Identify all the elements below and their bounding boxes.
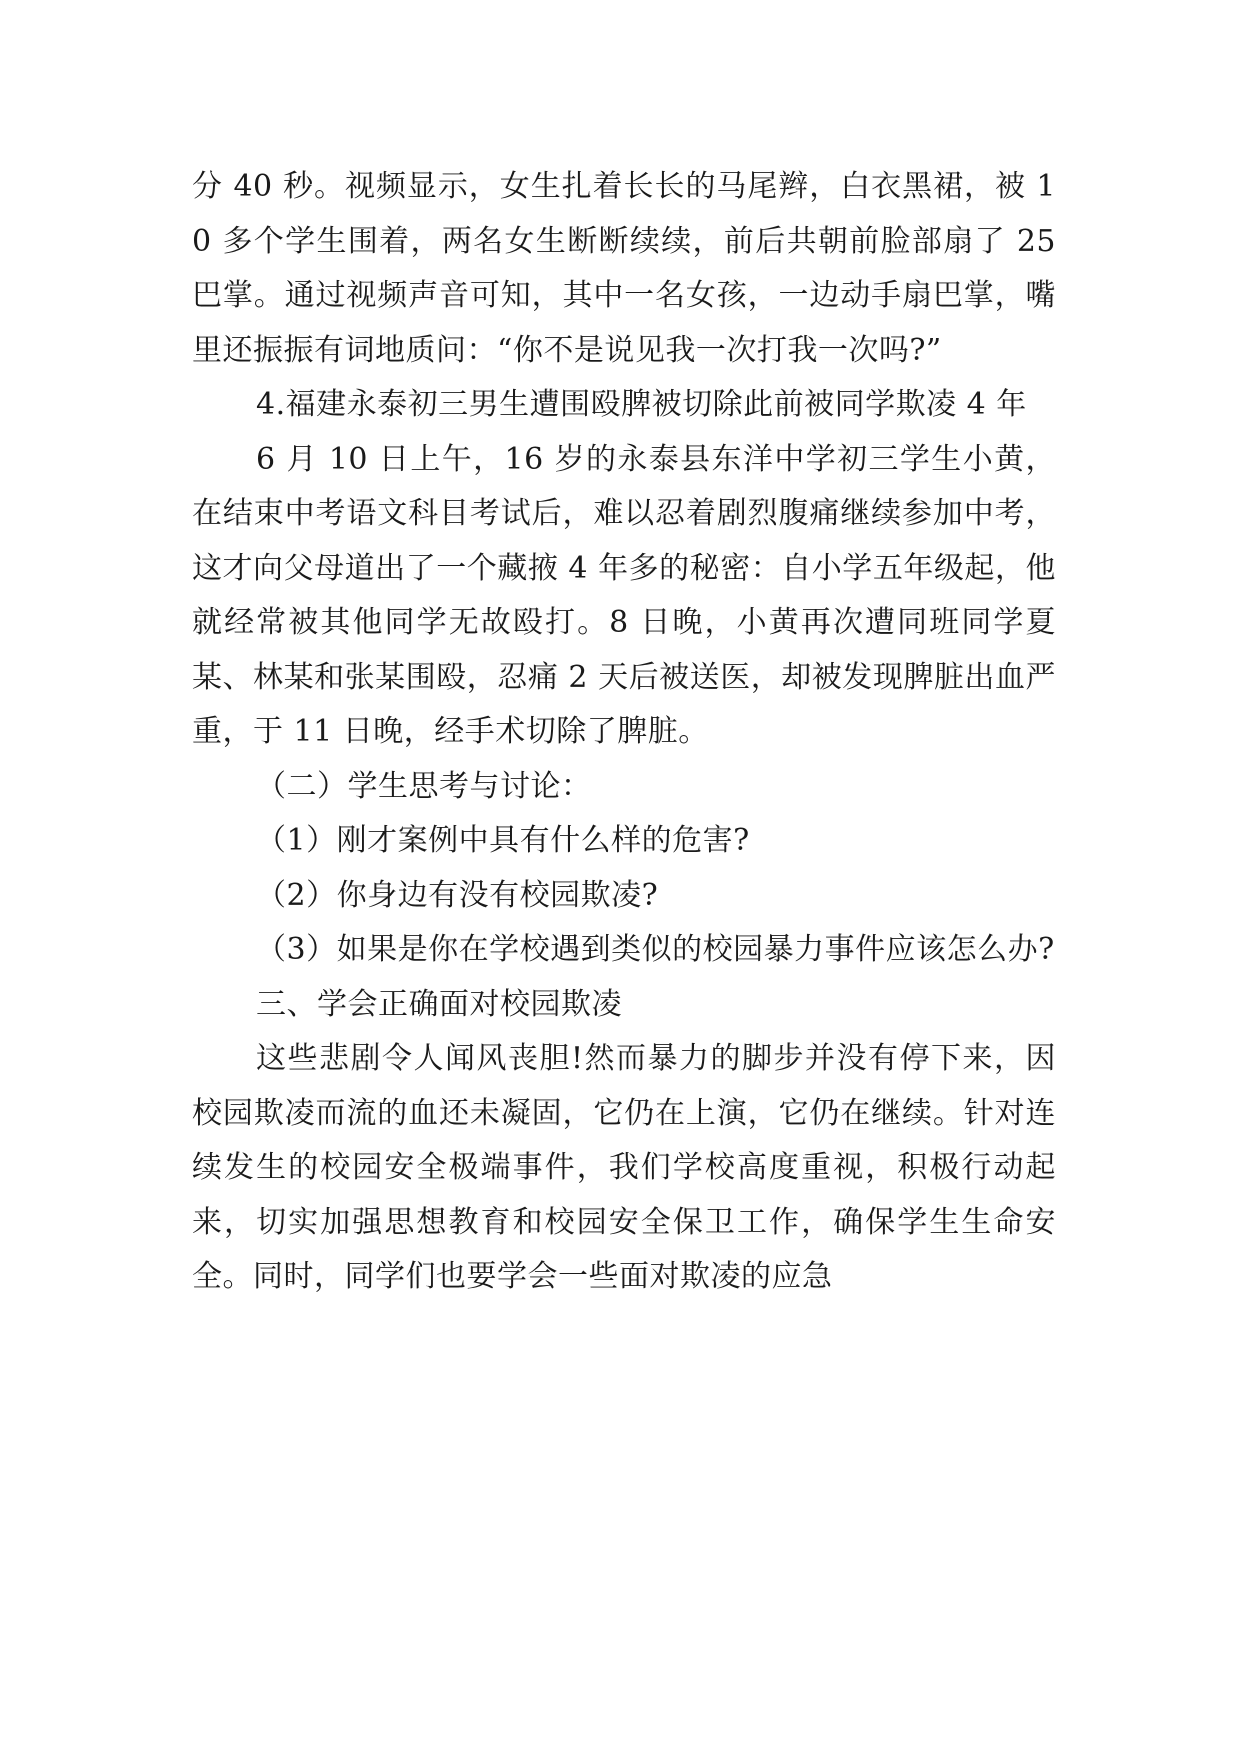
paragraph-case-fujian: 6 月 10 日上午，16 岁的永泰县东洋中学初三学生小黄，在结束中考语文科目考试后，难以忍着剧烈腹痛继续参加中考，这才向父母道出了一个藏掖 4 年多的秘密：自小学五年级起，他就经常被其他同学无故殴打。8 日晚，小黄再次遭同班同学夏某、林某和张某围殴，忍痛 2 天后被送医，却被发现脾脏出血严重，于 11 日晚，经手术切除了脾脏。 xyxy=(192,441,1056,749)
paragraph-response: 这些悲剧令人闻风丧胆!然而暴力的脚步并没有停下来，因校园欺凌而流的血还未凝固，它仍在上演，它仍在继续。针对连续发生的校园安全极端事件，我们学校高度重视，积极行动起来，切实加强思想教育和校园安全保卫工作，确保学生生命安全。同时，同学们也要学会一些面对欺凌的应急 xyxy=(192,1041,1056,1294)
discussion-question-1: （1）刚才案例中具有什么样的危害? xyxy=(256,823,750,858)
discussion-question-3: （3）如果是你在学校遇到类似的校园暴力事件应该怎么办? xyxy=(256,932,1055,967)
case-heading-fujian: 4.福建永泰初三男生遭围殴脾被切除此前被同学欺凌 4 年 xyxy=(256,387,1027,422)
discussion-question-2: （2）你身边有没有校园欺凌? xyxy=(256,877,659,913)
section-heading-three: 三、学会正确面对校园欺凌 xyxy=(256,986,622,1022)
document-body xyxy=(192,160,1056,1305)
section-heading-discussion: （二）学生思考与讨论： xyxy=(256,768,592,804)
paragraph-video-description: 分 40 秒。视频显示，女生扎着长长的马尾辫，白衣黑裙，被 10 多个学生围着，两名女生断断续续，前后共朝前脸部扇了 25 巴掌。通过视频声音可知，其中一名女孩，一边动手扇巴掌，嘴里还振振有词地质问：“你不是说见我一次打我一次吗?” xyxy=(192,169,1056,368)
